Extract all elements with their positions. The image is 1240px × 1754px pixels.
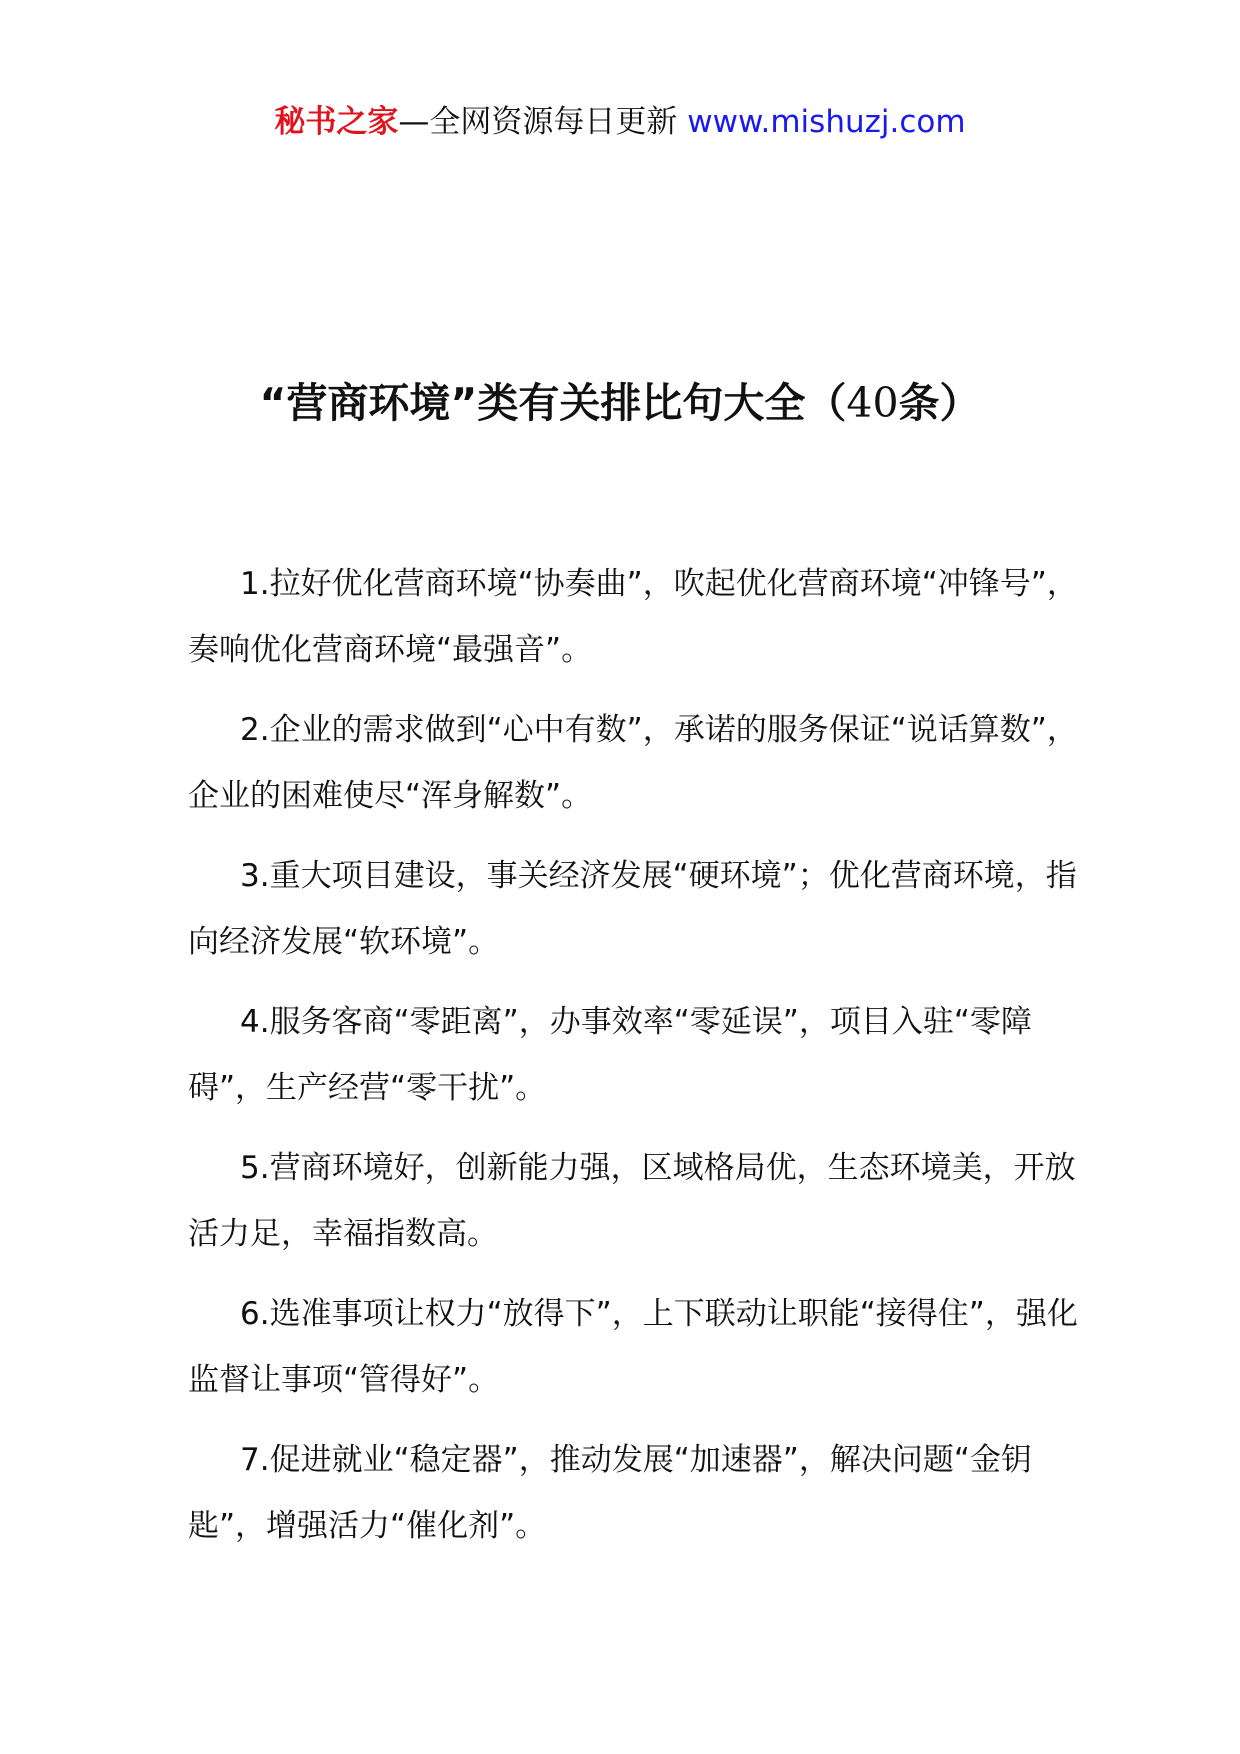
page-header [0, 102, 1240, 142]
list-item: 7.促进就业“稳定器”，推动发展“加速器”，解决问题“金钥匙”，增强活力“催化剂”。 [188, 1442, 1032, 1544]
title-prefix: “营商环境”类有关排比句大全（ [259, 379, 847, 427]
list-item: 5.营商环境好，创新能力强，区域格局优，生态环境美，开放活力足，幸福指数高。 [188, 1150, 1076, 1252]
list-item: 6.选准事项让权力“放得下”，上下联动让职能“接得住”，强化监督让事项“管得好”。 [188, 1296, 1078, 1398]
brand-name: 秘书之家 [274, 104, 399, 140]
title-suffix: 条） [898, 379, 981, 427]
list-item: 3.重大项目建设，事关经济发展“硬环境”；优化营商环境，指向经济发展“软环境”。 [188, 858, 1077, 960]
list-item: 1.拉好优化营商环境“协奏曲”，吹起优化营商环境“冲锋号”，奏响优化营商环境“最强音”。 [188, 566, 1078, 668]
title-count: 40 [846, 379, 899, 427]
header-tagline: —全网资源每日更新 [398, 104, 678, 140]
list-item: 4.服务客商“零距离”，办事效率“零延误”，项目入驻“零障碍”，生产经营“零干扰”。 [188, 1004, 1032, 1106]
list-item: 2.企业的需求做到“心中有数”，承诺的服务保证“说话算数”，企业的困难使尽“浑身解数”。 [188, 712, 1078, 814]
document-title [0, 375, 1240, 431]
site-url-link[interactable]: www.mishuzj.com [687, 104, 966, 140]
sentence-list [188, 551, 1088, 1573]
